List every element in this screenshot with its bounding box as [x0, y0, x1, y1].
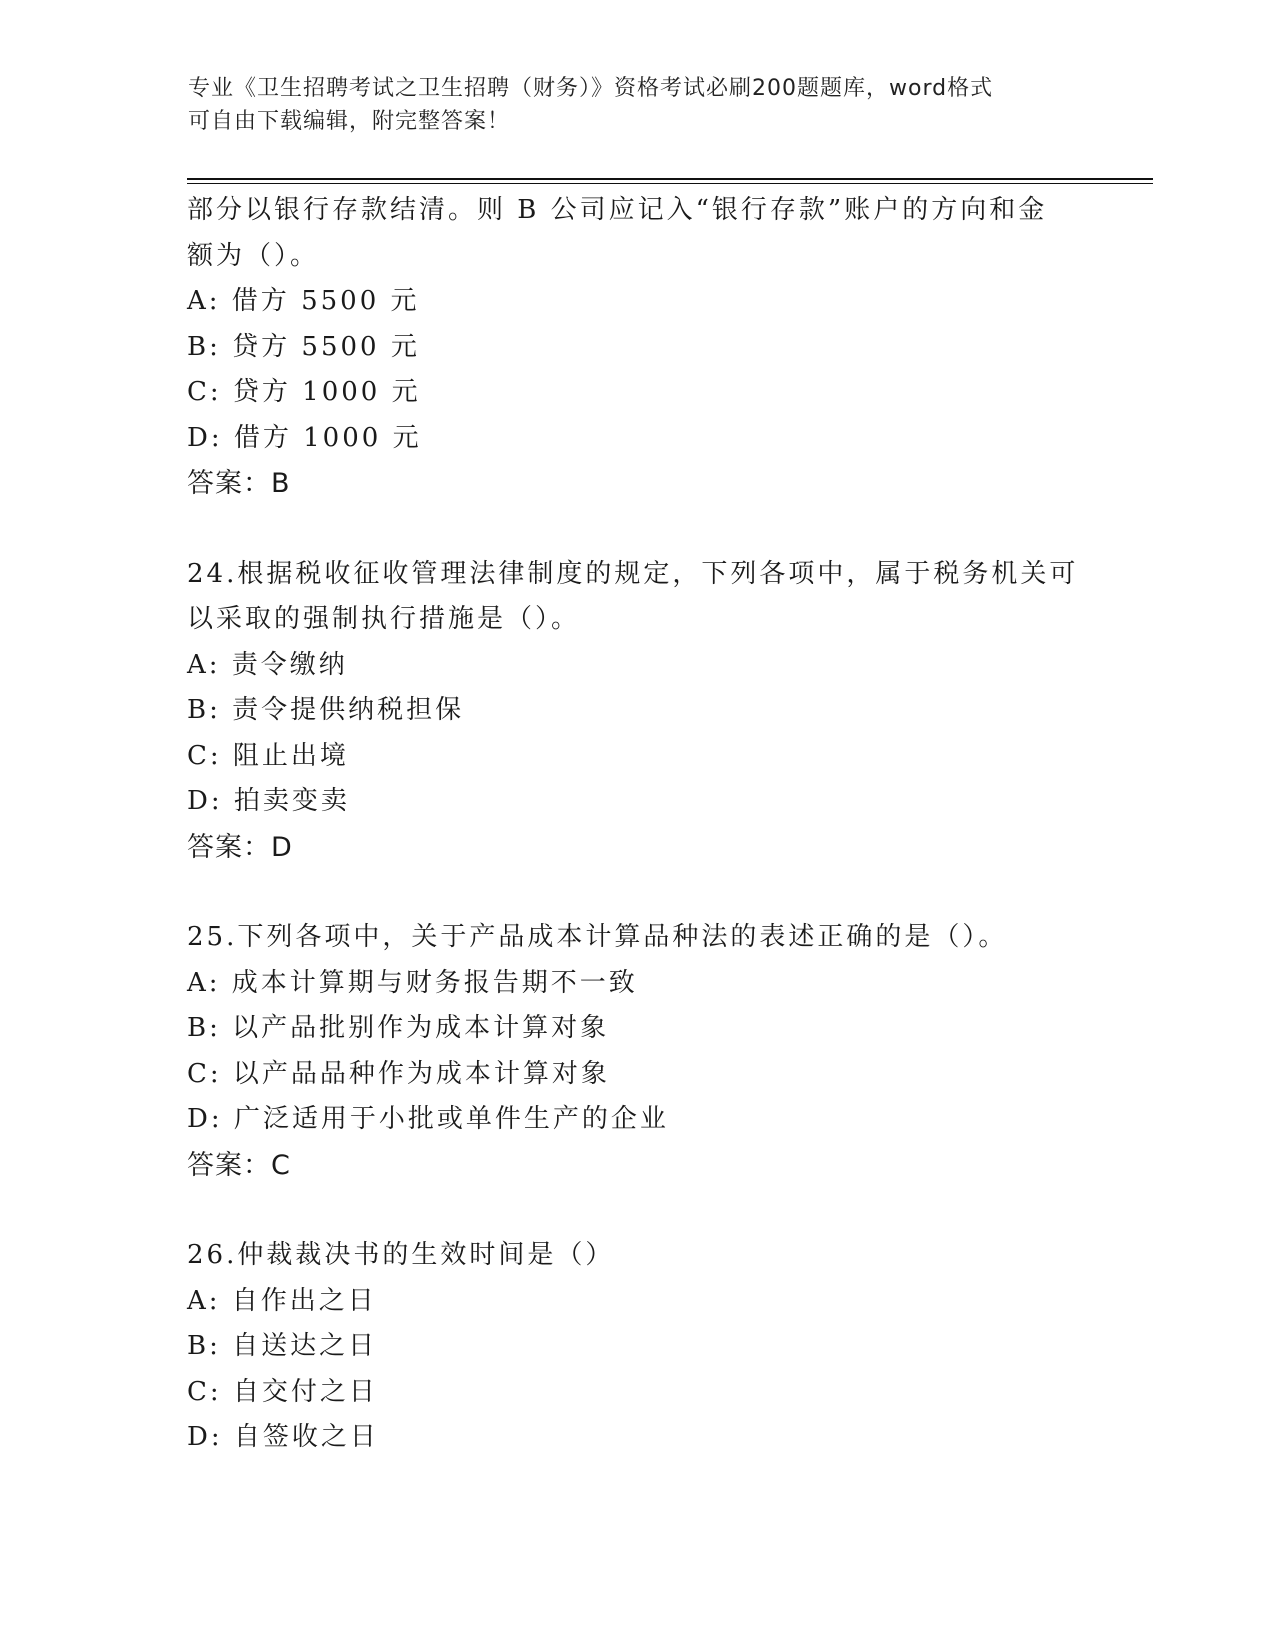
answer: 答案：D — [187, 831, 293, 863]
header-divider-thick — [187, 178, 1153, 180]
option-b: B: 以产品批别作为成本计算对象 — [187, 1013, 610, 1043]
option-d: D: 自签收之日 — [187, 1422, 379, 1452]
question-text: 以采取的强制执行措施是（）。 — [187, 604, 581, 634]
question-24 — [187, 552, 1087, 871]
option-d: D: 广泛适用于小批或单件生产的企业 — [187, 1104, 669, 1134]
question-text: 额为（）。 — [187, 240, 320, 271]
option-a: A: 成本计算期与财务报告期不一致 — [187, 967, 638, 998]
question-text: 26.仲裁裁决书的生效时间是（） — [187, 1240, 615, 1270]
document-header — [188, 72, 1088, 138]
option-a: A: 自作出之日 — [187, 1285, 377, 1316]
option-a: A: 责令缴纳 — [187, 649, 348, 680]
header-line-1: 专业《卫生招聘考试之卫生招聘（财务）》资格考试必刷200题题库，word格式 — [188, 76, 994, 101]
header-line-2: 可自由下载编辑，附完整答案！ — [188, 109, 511, 134]
option-c: C: 以产品品种作为成本计算对象 — [187, 1058, 610, 1089]
answer: 答案：C — [187, 1149, 291, 1181]
question-26 — [187, 1233, 1087, 1461]
option-b: B: 贷方 5500 元 — [187, 331, 420, 362]
option-c: C: 自交付之日 — [187, 1376, 378, 1407]
option-d: D: 拍卖变卖 — [187, 786, 350, 816]
question-text: 24.根据税收征收管理法律制度的规定，下列各项中，属于税务机关可 — [187, 558, 1079, 589]
document-body — [187, 188, 1087, 1461]
option-d: D: 借方 1000 元 — [187, 422, 422, 453]
option-a: A: 借方 5500 元 — [187, 286, 420, 316]
option-c: C: 阻止出境 — [187, 740, 349, 771]
question-text: 部分以银行存款结清。则 B 公司应记入“银行存款”账户的方向和金 — [187, 195, 1048, 225]
header-divider-thin — [187, 183, 1153, 184]
option-b: B: 责令提供纳税担保 — [187, 695, 465, 725]
question-text: 25.下列各项中，关于产品成本计算品种法的表述正确的是（）。 — [187, 922, 1008, 952]
answer: 答案：B — [187, 468, 291, 499]
question-fragment — [187, 188, 1087, 507]
question-25 — [187, 915, 1087, 1188]
option-c: C: 贷方 1000 元 — [187, 377, 421, 407]
option-b: B: 自送达之日 — [187, 1331, 378, 1361]
